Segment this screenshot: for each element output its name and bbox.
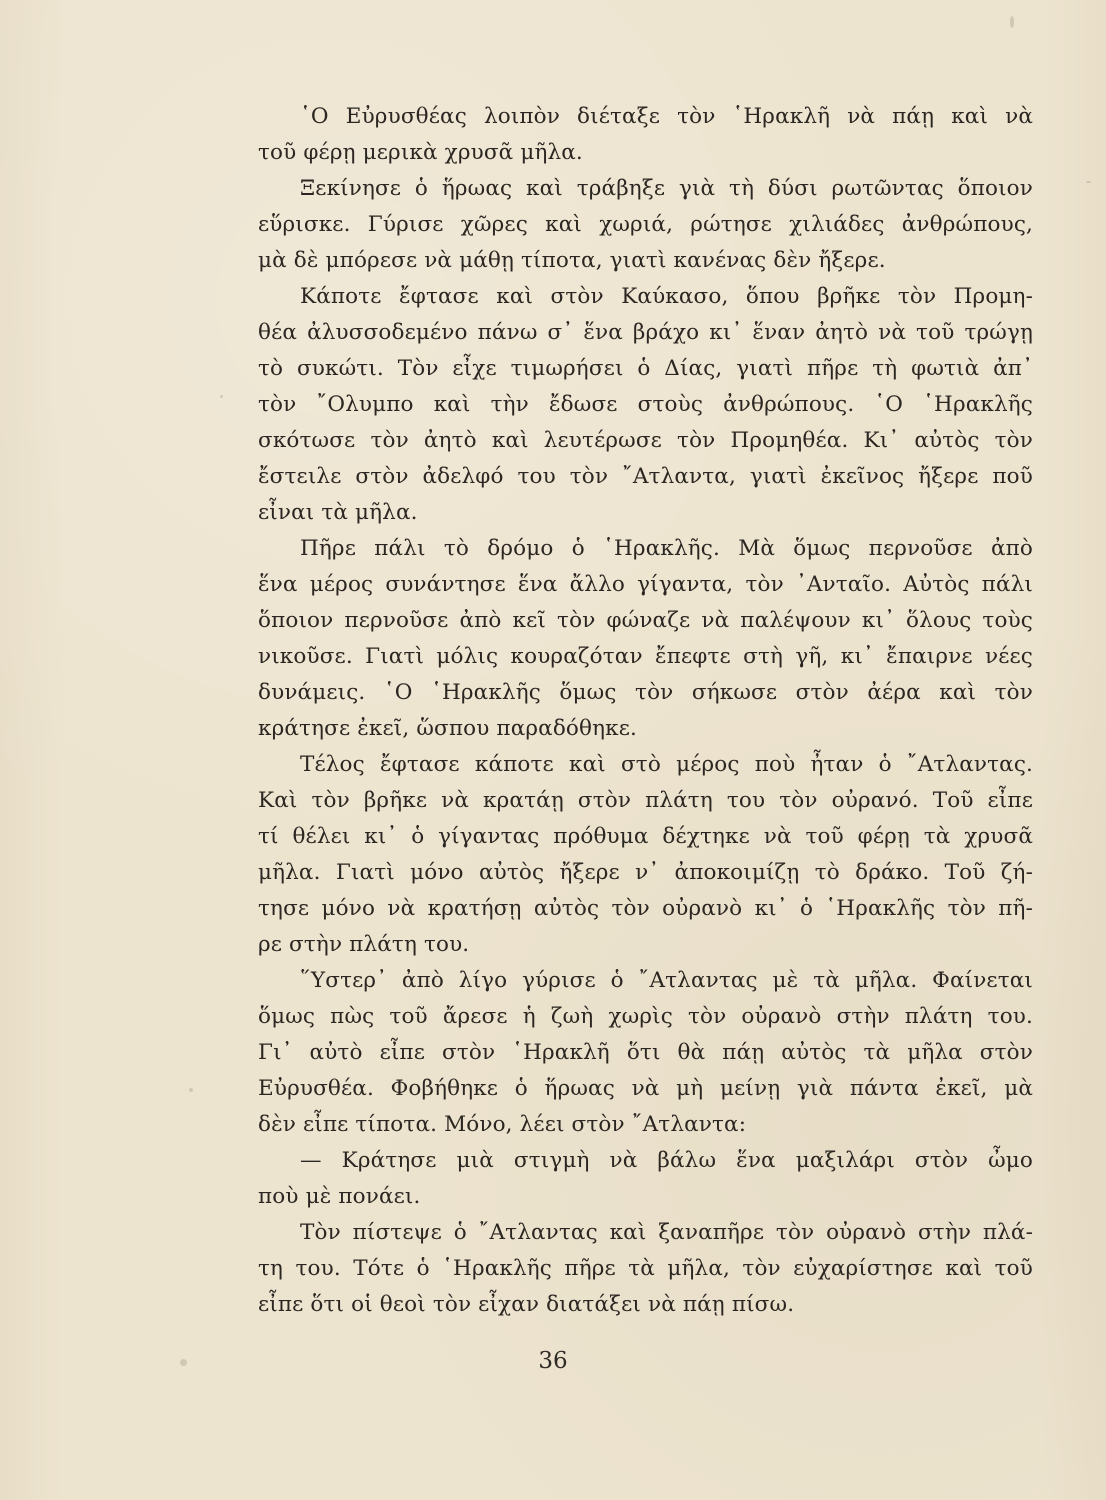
text-line: — Κράτησε μιὰ στιγμὴ νὰ βάλω ἕνα μαξιλάρι στὸν ὦμο — [300, 1148, 1033, 1173]
text-line: Τέλος ἔφτασε κάποτε καὶ στὸ μέρος ποὺ ἦταν ὁ ῎Ατλαντας. — [300, 752, 1033, 777]
text-line: δυνάμεις. ῾Ο ῾Ηρακλῆς ὅμως τὸν σήκωσε στὸν ἀέρα καὶ τὸν — [258, 680, 1033, 705]
text-line: ὅποιον περνοῦσε ἀπὸ κεῖ τὸν φώναζε νὰ παλέψουν κι᾿ ὅλους τοὺς — [258, 608, 1033, 633]
text-line: Κάποτε ἔφτασε καὶ στὸν Καύκασο, ὅπου βρῆκε τὸν Προμη- — [300, 284, 1033, 309]
text-line: ρε στὴν πλάτη του. — [258, 932, 470, 957]
paper-speck — [189, 1088, 193, 1092]
text-line: μῆλα. Γιατὶ μόνο αὐτὸς ἤξερε ν᾿ ἀποκοιμίζῃ τὸ δράκο. Τοῦ ζή- — [258, 860, 1033, 885]
text-body — [258, 99, 1033, 1323]
text-line: τη του. Τότε ὁ ῾Ηρακλῆς πῆρε τὰ μῆλα, τὸν εὐχαρίστησε καὶ τοῦ — [258, 1256, 1033, 1281]
text-line: ἔστειλε στὸν ἀδελφό του τὸν ῎Ατλαντα, γιατὶ ἐκεῖνος ἤξερε ποῦ — [258, 464, 1033, 489]
text-line: τὸν ῎Ολυμπο καὶ τὴν ἔδωσε στοὺς ἀνθρώπους. ῾Ο ῾Ηρακλῆς — [258, 392, 1033, 417]
text-line: μὰ δὲ μπόρεσε νὰ μάθῃ τίποτα, γιατὶ κανένας δὲν ἤξερε. — [258, 248, 886, 273]
text-line: νικοῦσε. Γιατὶ μόλις κουραζόταν ἔπεφτε στὴ γῆ, κι᾿ ἔπαιρνε νέες — [258, 644, 1033, 669]
text-line: ἕνα μέρος συνάντησε ἕνα ἄλλο γίγαντα, τὸν ᾿Ανταῖο. Αὐτὸς πάλι — [258, 572, 1033, 597]
text-line: Καὶ τὸν βρῆκε νὰ κρατάῃ στὸν πλάτη του τὸν οὐρανό. Τοῦ εἶπε — [258, 788, 1033, 813]
text-line: Τὸν πίστεψε ὁ ῎Ατλαντας καὶ ξαναπῆρε τὸν οὐρανὸ στὴν πλά- — [300, 1220, 1033, 1245]
paper-speck — [220, 395, 223, 398]
text-line: Ξεκίνησε ὁ ἥρωας καὶ τράβηξε γιὰ τὴ δύσι ρωτῶντας ὅποιον — [300, 176, 1033, 201]
text-line: εὕρισκε. Γύρισε χῶρες καὶ χωριά, ρώτησε χιλιάδες ἀνθρώπους, — [258, 212, 1033, 237]
text-line: Πῆρε πάλι τὸ δρόμο ὁ ῾Ηρακλῆς. Μὰ ὅμως περνοῦσε ἀπὸ — [300, 536, 1033, 561]
text-line: ὅμως πὼς τοῦ ἄρεσε ἡ ζωὴ χωρὶς τὸν οὐρανὸ στὴν πλάτη του. — [258, 1004, 1033, 1029]
paper-speck — [1086, 181, 1091, 183]
text-line: ποὺ μὲ πονάει. — [258, 1184, 421, 1209]
text-line: τοῦ φέρῃ μερικὰ χρυσᾶ μῆλα. — [258, 140, 583, 165]
text-line: τί θέλει κι᾿ ὁ γίγαντας πρόθυμα δέχτηκε νὰ τοῦ φέρῃ τὰ χρυσᾶ — [258, 824, 1033, 849]
text-line: ῾Ο Εὐρυσθέας λοιπὸν διέταξε τὸν ῾Ηρακλῆ νὰ πάῃ καὶ νὰ — [300, 104, 1033, 129]
text-line: θέα ἀλυσσοδεμένο πάνω σ᾿ ἕνα βράχο κι᾿ ἕναν ἀητὸ νὰ τοῦ τρώγῃ — [258, 320, 1033, 345]
text-line: Γι᾿ αὐτὸ εἶπε στὸν ῾Ηρακλῆ ὅτι θὰ πάῃ αὐτὸς τὰ μῆλα στὸν — [258, 1040, 1033, 1065]
text-line: τὸ συκώτι. Τὸν εἶχε τιμωρήσει ὁ Δίας, γιατὶ πῆρε τὴ φωτιὰ ἀπ᾿ — [258, 356, 1033, 381]
text-line: εἶναι τὰ μῆλα. — [258, 500, 418, 525]
text-line: τησε μόνο νὰ κρατήσῃ αὐτὸς τὸν οὐρανὸ κι᾿ ὁ ῾Ηρακλῆς τὸν πῆ- — [258, 896, 1033, 921]
page-number: 36 — [538, 1348, 568, 1374]
text-line: Εὐρυσθέα. Φοβήθηκε ὁ ἥρωας νὰ μὴ μείνῃ γιὰ πάντα ἐκεῖ, μὰ — [258, 1076, 1033, 1101]
text-line: εἶπε ὅτι οἱ θεοὶ τὸν εἶχαν διατάξει νὰ πάῃ πίσω. — [258, 1292, 795, 1317]
paper-speck — [1010, 16, 1014, 28]
text-line: σκότωσε τὸν ἀητὸ καὶ λευτέρωσε τὸν Προμηθέα. Κι᾿ αὐτὸς τὸν — [258, 428, 1033, 453]
text-line: δὲν εἶπε τίποτα. Μόνο, λέει στὸν ῎Ατλαντα: — [258, 1112, 747, 1137]
text-line: ῞Υστερ᾿ ἀπὸ λίγο γύρισε ὁ ῎Ατλαντας μὲ τὰ μῆλα. Φαίνεται — [300, 968, 1033, 993]
text-line: κράτησε ἐκεῖ, ὥσπου παραδόθηκε. — [258, 716, 637, 741]
